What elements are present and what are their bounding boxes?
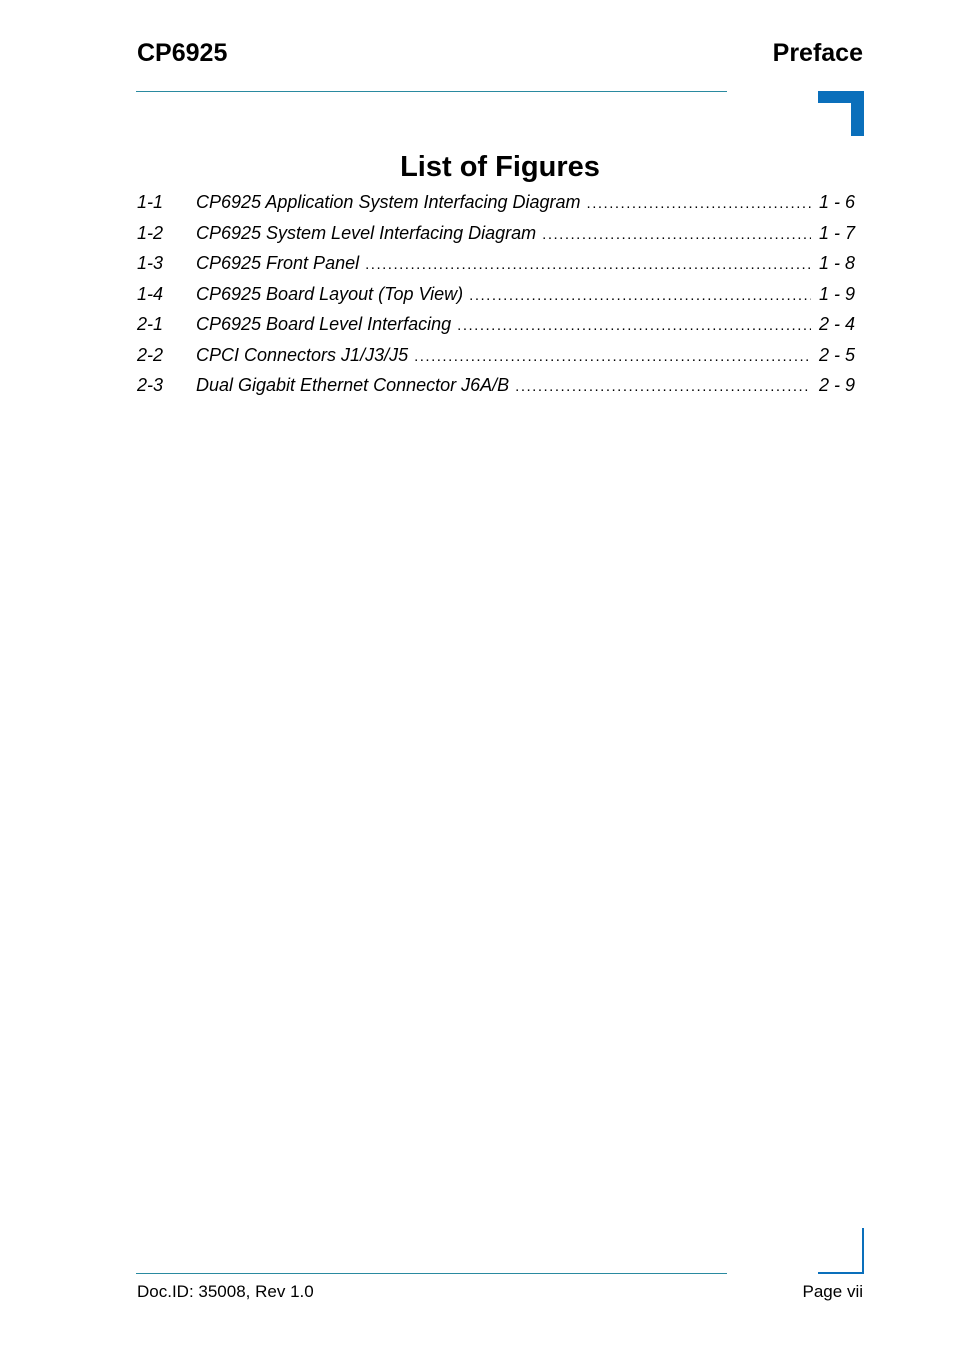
header-rule <box>136 91 727 92</box>
dot-leader <box>587 189 811 219</box>
footer-page-number: Page vii <box>802 1282 863 1301</box>
figure-entry[interactable] <box>137 370 855 401</box>
figure-page: 2 - 4 <box>818 314 855 334</box>
figure-entry[interactable] <box>137 279 855 310</box>
figure-list <box>137 187 855 401</box>
figure-page: 2 - 5 <box>818 344 855 365</box>
header-section-name: Preface <box>772 39 863 67</box>
figure-page: 1 - 9 <box>818 283 855 304</box>
figure-caption: CP6925 Front Panel <box>196 253 360 273</box>
figure-number: 1-3 <box>137 253 164 273</box>
dot-leader <box>515 372 811 402</box>
dot-leader <box>414 342 811 372</box>
dot-leader <box>469 281 811 311</box>
figure-caption: CP6925 Board Layout (Top View) <box>196 283 464 304</box>
figure-page: 1 - 8 <box>818 253 855 273</box>
figure-caption: CP6925 Board Level Interfacing <box>196 314 452 334</box>
figure-caption: CP6925 System Level Interfacing Diagram <box>196 222 537 243</box>
figure-number: 2-3 <box>137 375 164 395</box>
header-corner-mark-shape <box>818 91 864 136</box>
figure-page: 2 - 9 <box>818 375 855 395</box>
footer-doc-id: Doc.ID: 35008, Rev 1.0 <box>137 1282 314 1301</box>
dot-leader <box>542 220 811 250</box>
figure-number: 1-2 <box>137 222 164 243</box>
dot-leader <box>457 311 811 341</box>
figure-number: 1-1 <box>137 192 164 212</box>
footer-rule <box>136 1273 727 1274</box>
figure-caption: CPCI Connectors J1/J3/J5 <box>196 344 409 365</box>
footer-corner-mark <box>818 1228 864 1274</box>
header-product-name: CP6925 <box>137 39 228 67</box>
figure-caption: CP6925 Application System Interfacing Diagram <box>196 192 581 212</box>
figure-entry[interactable] <box>137 218 855 249</box>
figure-caption: Dual Gigabit Ethernet Connector J6A/B <box>196 375 510 395</box>
figure-page: 1 - 6 <box>818 192 855 212</box>
header-corner-mark <box>818 91 864 136</box>
figure-page: 1 - 7 <box>818 222 855 243</box>
figure-entry[interactable] <box>137 187 855 218</box>
figure-number: 2-2 <box>137 344 164 365</box>
page-title: List of Figures <box>400 151 600 183</box>
figure-entry[interactable] <box>137 309 855 340</box>
figure-entry[interactable] <box>137 340 855 371</box>
dot-leader <box>365 250 811 280</box>
figure-number: 2-1 <box>137 314 164 334</box>
footer-corner-mark-shape <box>818 1228 864 1274</box>
figure-number: 1-4 <box>137 283 164 304</box>
figure-entry[interactable] <box>137 248 855 279</box>
